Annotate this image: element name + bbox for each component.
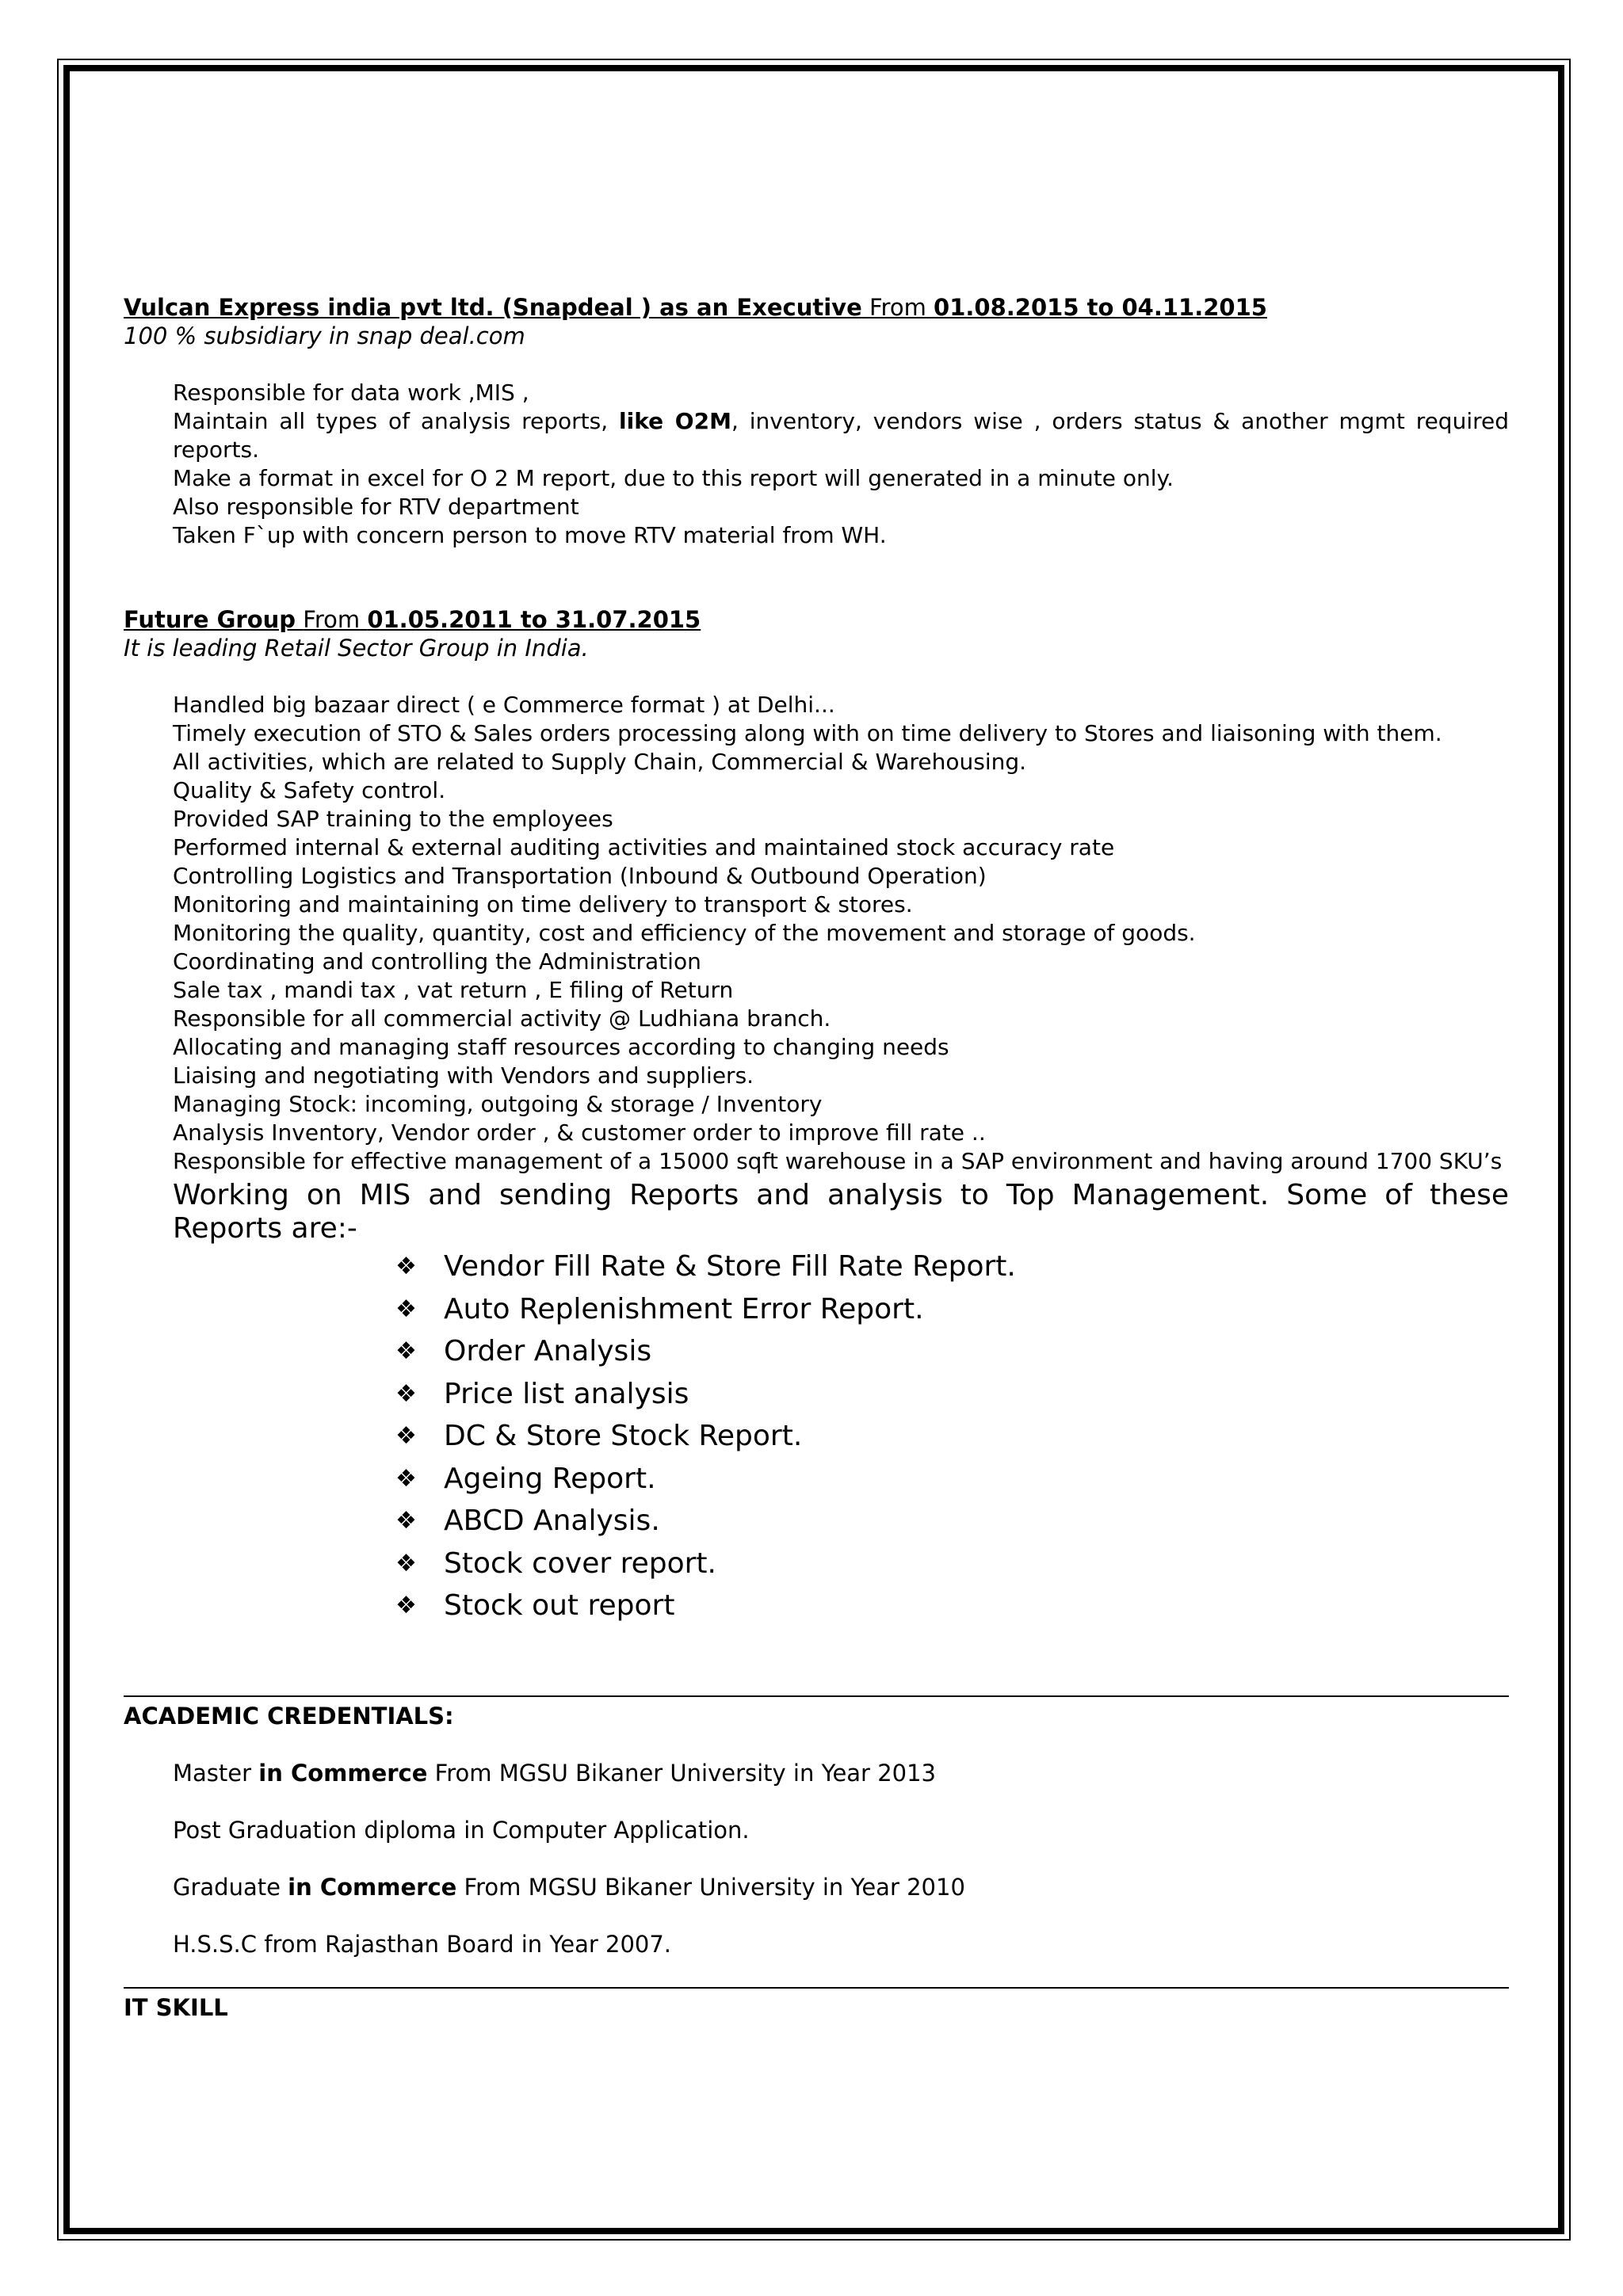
report-item: ❖ Ageing Report. <box>124 1458 1509 1501</box>
academic-item: Master in Commerce From MGSU Bikaner University in Year 2013 <box>173 1759 937 1787</box>
list-item: Handled big bazaar direct ( e Commerce format ) at Delhi... <box>173 692 835 718</box>
list-item: Performed internal & external auditing activities and maintained stock accuracy rate <box>173 834 1115 860</box>
list-item: All activities, which are related to Supply Chain, Commercial & Warehousing. <box>173 749 1027 775</box>
report-item: ❖ Price list analysis <box>124 1373 1509 1416</box>
diamond-bullet-icon: ❖ <box>395 1295 417 1323</box>
list-item: Also responsible for RTV department <box>173 494 579 520</box>
resume-content <box>124 293 1509 2022</box>
job-vulcan-express <box>124 293 1509 550</box>
academic-item: Post Graduation diploma in Computer Application. <box>173 1816 750 1844</box>
report-item: ❖ DC & Store Stock Report. <box>124 1415 1509 1458</box>
diamond-bullet-icon: ❖ <box>395 1337 417 1365</box>
list-item: Managing Stock: incoming, outgoing & storage / Inventory <box>173 1091 823 1117</box>
report-item: ❖ Auto Replenishment Error Report. <box>124 1288 1509 1331</box>
from-word: From <box>869 294 926 321</box>
list-item: Responsible for all commercial activity @ Ludhiana branch. <box>173 1005 831 1032</box>
report-item: ❖ Stock out report <box>124 1585 1509 1627</box>
list-item: Sale tax , mandi tax , vat return , E filing of Return <box>173 977 734 1003</box>
list-item: Coordinating and controlling the Administration <box>173 948 701 974</box>
reports-intro: Working on MIS and sending Reports and analysis to Top Management. Some of these Reports are:- <box>173 1179 1509 1245</box>
list-item <box>124 1179 1509 1245</box>
company-name: Future Group <box>124 606 296 633</box>
reports-list <box>124 1245 1509 1627</box>
from-word: From <box>303 606 361 633</box>
academic-item: Graduate in Commerce From MGSU Bikaner University in Year 2010 <box>173 1873 965 1901</box>
list-item: Monitoring and maintaining on time delivery to transport & stores. <box>173 891 913 917</box>
list-item: Make a format in excel for O 2 M report, due to this report will generated in a minute only. <box>173 465 1174 491</box>
list-item: Timely execution of STO & Sales orders processing along with on time delivery to Stores and liaisoning with them. <box>173 720 1442 746</box>
job-bullets <box>124 691 1509 1176</box>
list-item: Responsible for data work ,MIS , <box>173 379 529 406</box>
job-dates: 01.08.2015 to 04.11.2015 <box>934 294 1267 321</box>
job-dates: 01.05.2011 to 31.07.2015 <box>367 606 701 633</box>
diamond-bullet-icon: ❖ <box>395 1464 417 1493</box>
list-item: Allocating and managing staff resources according to changing needs <box>173 1034 949 1060</box>
academic-item: H.S.S.C from Rajasthan Board in Year 2007. <box>173 1930 672 1958</box>
academic-heading: ACADEMIC CREDENTIALS: <box>124 1702 454 1730</box>
list-item: Provided SAP training to the employees <box>173 806 613 832</box>
diamond-bullet-icon: ❖ <box>395 1422 417 1450</box>
report-item: ❖ Stock cover report. <box>124 1543 1509 1585</box>
diamond-bullet-icon: ❖ <box>395 1379 417 1408</box>
job-title <box>124 605 1509 634</box>
list-item: Monitoring the quality, quantity, cost and efficiency of the movement and storage of goods. <box>173 920 1196 946</box>
company-subtitle: It is leading Retail Sector Group in India. <box>124 635 589 662</box>
report-item: ❖ Vendor Fill Rate & Store Fill Rate Report. <box>124 1245 1509 1288</box>
job-future-group <box>124 605 1509 1627</box>
list-item: Taken F`up with concern person to move RTV material from WH. <box>173 522 887 548</box>
job-title <box>124 293 1509 322</box>
diamond-bullet-icon: ❖ <box>395 1507 417 1535</box>
company-subtitle: 100 % subsidiary in snap deal.com <box>124 322 525 349</box>
diamond-bullet-icon: ❖ <box>395 1592 417 1619</box>
diamond-bullet-icon: ❖ <box>395 1253 417 1280</box>
list-item: Controlling Logistics and Transportation (Inbound & Outbound Operation) <box>173 863 987 889</box>
list-item: Responsible for effective management of a 15000 sqft warehouse in a SAP environment and having around 1700 SKU’s <box>173 1148 1503 1174</box>
list-item: Maintain all types of analysis reports, like O2M, inventory, vendors wise , orders status & another mgmt required reports. <box>173 408 1510 463</box>
diamond-bullet-icon: ❖ <box>395 1549 417 1577</box>
report-item: ❖ ABCD Analysis. <box>124 1500 1509 1543</box>
job-bullets <box>124 379 1509 550</box>
list-item: Quality & Safety control. <box>173 777 446 803</box>
report-item: ❖ Order Analysis <box>124 1330 1509 1373</box>
list-item: Liaising and negotiating with Vendors and suppliers. <box>173 1062 754 1089</box>
it-skill-heading: IT SKILL <box>124 1993 228 2021</box>
company-name: Vulcan Express india pvt ltd. (Snapdeal ) as an Executive <box>124 294 862 321</box>
list-item: Analysis Inventory, Vendor order , & customer order to improve fill rate .. <box>173 1119 986 1146</box>
reports-intro-list <box>124 1179 1509 1245</box>
academic-list <box>124 1759 1509 1958</box>
